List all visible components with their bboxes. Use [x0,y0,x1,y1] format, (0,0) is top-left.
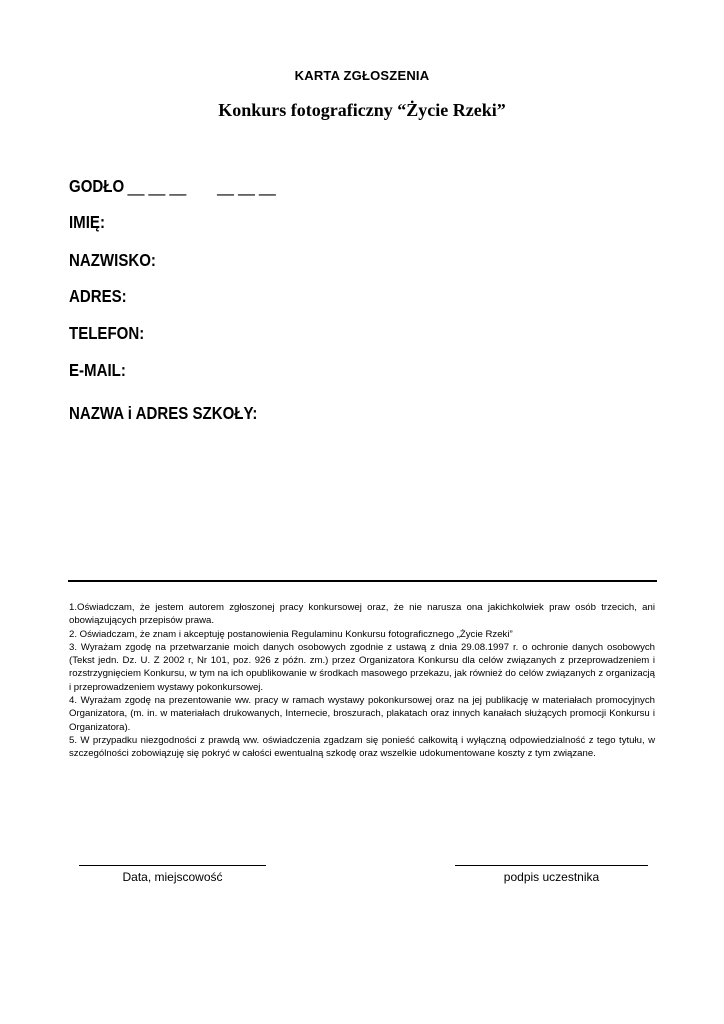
contest-title: Konkurs fotograficzny “Życie Rzeki” [218,100,506,120]
field-adres: ADRES: [69,286,127,306]
godlo-blanks-first: __ __ __ [127,176,187,196]
field-email: E-MAIL: [69,360,126,380]
field-imie: IMIĘ: [69,212,105,232]
declaration-item: 3. Wyrażam zgodę na przetwarzanie moich danych osobowych zgodnie z ustawą z dnia 29.08.1997 r. o ochronie danych osobowych (Tekst jedn. Dz. U. Z 2002 r, Nr 101, poz. 926 z późn. zm.) przez Organizatora Konkursu dla celów związanych z przeprowadzeniem i rozstrzygnięciem Konkursu, w tym na ich opublikowanie w środkach masowego przekazu, jak również do celów związanych z organizacją i przeprowadzeniem wystawy pokonkursowej. [69,641,655,693]
declaration-item: 5. W przypadku niezgodności z prawdą ww. oświadczenia zgadzam się ponieść całkowitą i wyłączną odpowiedzialność z tego tytułu, w szczególności zobowiązuję się pokryć w całości ewentualną szkodę oraz wszelkie udokumentowane koszty z tym związane. [69,734,655,760]
date-place-label: Data, miejscowość [122,870,223,884]
field-telefon: TELEFON: [69,323,145,343]
date-place-signature-line [79,865,266,866]
form-title: KARTA ZGŁOSZENIA [294,68,430,83]
field-nazwisko: NAZWISKO: [69,250,156,270]
field-szkola: NAZWA i ADRES SZKOŁY: [69,403,258,423]
section-divider [68,580,657,582]
participant-signature-label: podpis uczestnika [503,870,600,884]
declarations [69,601,655,761]
field-godlo [69,176,276,197]
godlo-blanks-second: __ __ __ [217,176,276,196]
participant-signature-line [455,865,648,866]
declaration-item: 1.Oświadczam, że jestem autorem zgłoszonej pracy konkursowej oraz, że nie narusza ona jakichkolwiek praw osób trzecich, ani obowiązujących przepisów prawa. [69,602,655,627]
field-godlo-label: GODŁO [69,176,125,196]
declaration-item: 2. Oświadczam, że znam i akceptuję postanowienia Regulaminu Konkursu fotograficznego „Życie Rzeki” [69,628,513,640]
declaration-item: 4. Wyrażam zgodę na prezentowanie ww. pracy w ramach wystawy pokonkursowej oraz na jej publikację w materiałach promocyjnych Organizatora, (m. in. w materiałach drukowanych, Internecie, broszurach, plakatach oraz innych kanałach służących promocji Konkursu i Organizatora). [69,695,655,733]
